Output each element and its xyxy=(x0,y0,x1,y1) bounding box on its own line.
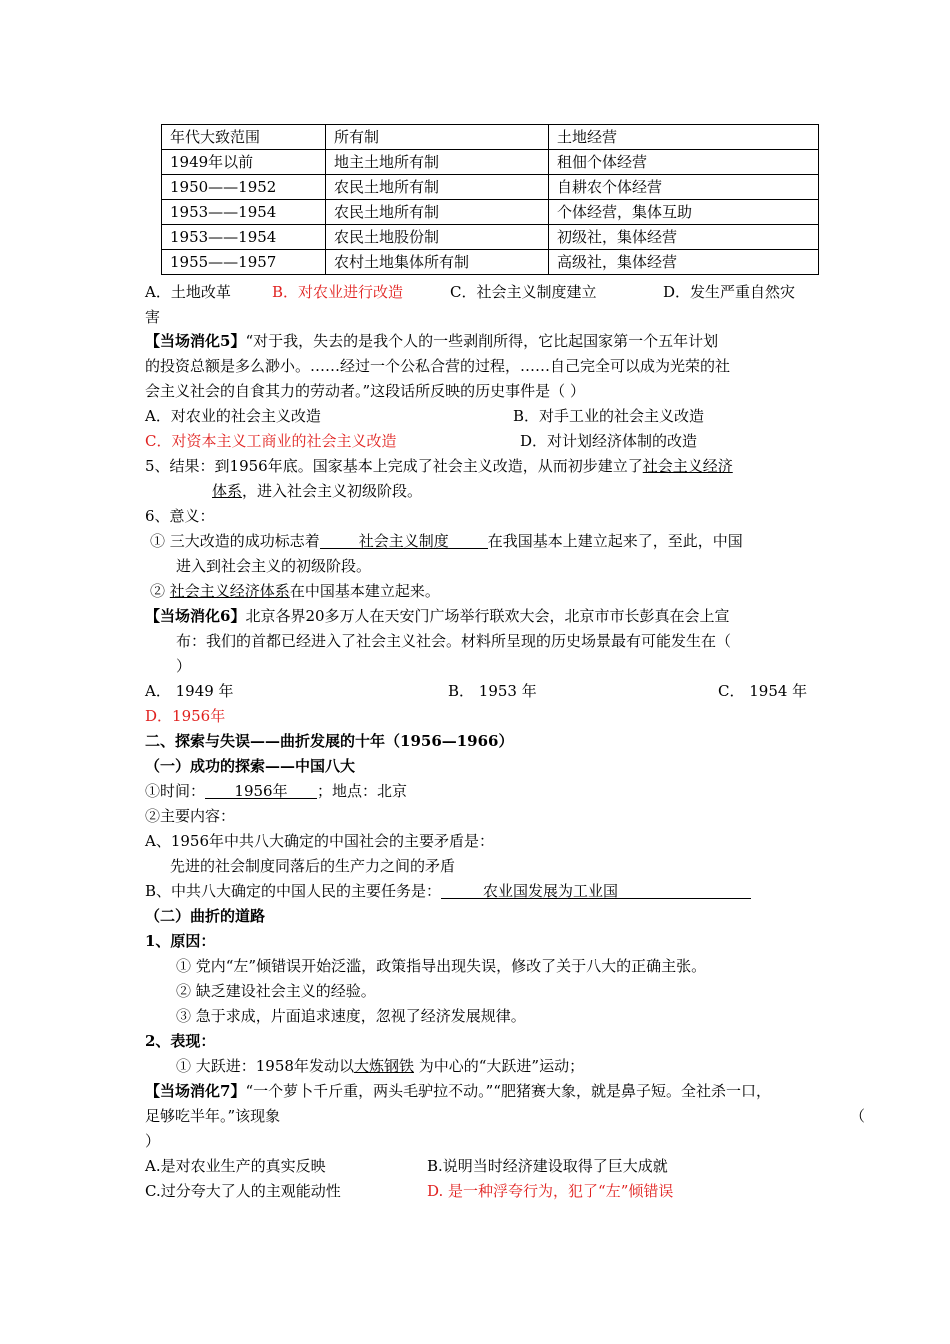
result-line xyxy=(145,455,733,477)
question-tag: 【当场消化5】 xyxy=(145,332,246,350)
table-cell: 农民土地股份制 xyxy=(326,225,549,250)
result-text: ，进入社会主义初级阶段。 xyxy=(242,482,423,500)
item-text: 为中心的“大跃进”运动； xyxy=(418,1057,585,1075)
question-tag: 【当场消化7】 xyxy=(145,1082,246,1100)
item-text: 在中国基本建立起来。 xyxy=(289,582,440,600)
table-row xyxy=(162,225,819,250)
table-cell: 1955——1957 xyxy=(162,250,326,275)
question-text: “一个萝卜千斤重，两头毛驴拉不动。”“肥猪赛大象，就是鼻子短。全社杀一口， xyxy=(245,1082,771,1100)
option-d-answer: D. 是一种浮夸行为，犯了“左”倾错误 xyxy=(427,1182,674,1200)
option-b: B.说明当时经济建设取得了巨大成就 xyxy=(427,1157,668,1175)
table-row xyxy=(162,200,819,225)
item-answer: 先进的社会制度同落后的生产力之间的矛盾 xyxy=(170,857,456,875)
fill-in-answer: 社会主义制度 xyxy=(320,530,488,549)
item-text: A、1956年中共八大确定的中国社会的主要矛盾是： xyxy=(145,832,495,850)
section-heading: 6、意义： xyxy=(145,507,215,525)
question-6 xyxy=(145,605,730,627)
list-item: ① 党内“左”倾错误开始泛滥，政策指导出现失误，修改了关于八大的正确主张。 xyxy=(176,957,707,975)
table-cell: 高级社，集体经营 xyxy=(549,250,819,275)
option-d: D．对计划经济体制的改造 xyxy=(520,432,698,450)
time-line xyxy=(145,780,407,802)
section-heading: 1、原因： xyxy=(145,932,216,950)
list-item: ② 缺乏建设社会主义的经验。 xyxy=(176,982,376,1000)
table-cell: 农民土地所有制 xyxy=(326,175,549,200)
table-cell: 年代大致范围 xyxy=(162,125,326,150)
table-cell: 农民土地所有制 xyxy=(326,200,549,225)
option-a: A.是对农业生产的真实反映 xyxy=(145,1157,326,1175)
question-text: 的投资总额是多么渺小。……经过一个公私合营的过程，……自己完全可以成为光荣的社 xyxy=(145,357,731,375)
option-a: A．土地改革 xyxy=(145,283,231,301)
option-b-answer: B．对农业进行改造 xyxy=(272,283,404,301)
option-c: C． 1954 年 xyxy=(718,682,808,700)
item-text: ；地点：北京 xyxy=(317,782,408,800)
table-cell: 个体经营，集体互助 xyxy=(549,200,819,225)
result-text: 5、结果：到1956年底。国家基本上完成了社会主义改造，从而初步建立了 xyxy=(145,457,643,475)
table-cell: 1953——1954 xyxy=(162,225,326,250)
item-text: ② xyxy=(150,582,166,600)
answer-paren-open: （ xyxy=(850,1107,866,1125)
option-c-answer: C．对资本主义工商业的社会主义改造 xyxy=(145,432,397,450)
fill-in-answer: 社会主义经济体系 xyxy=(169,582,290,600)
section-heading: 2、表现： xyxy=(145,1032,216,1050)
question-7 xyxy=(145,1080,771,1102)
item-text: ① 大跃进：1958年发动以 xyxy=(176,1057,354,1075)
table-cell: 地主土地所有制 xyxy=(326,150,549,175)
question-text: 北京各界20多万人在天安门广场举行联欢大会，北京市市长彭真在会上宣 xyxy=(245,607,730,625)
option-c: C．社会主义制度建立 xyxy=(450,283,597,301)
fill-in-text: 农业国发展为工业国 xyxy=(483,882,619,900)
subsection-title: （一）成功的探索——中国八大 xyxy=(145,757,356,775)
table-row xyxy=(162,150,819,175)
content-heading: ②主要内容： xyxy=(145,807,236,825)
option-b: B．对手工业的社会主义改造 xyxy=(513,407,705,425)
list-item xyxy=(176,1055,584,1077)
question-text: 会主义社会的自食其力的劳动者。”这段话所反映的历史事件是（ ） xyxy=(145,382,585,400)
table-cell: 初级社，集体经营 xyxy=(549,225,819,250)
result-line xyxy=(212,480,422,502)
question-text: 布：我们的首都已经进入了社会主义社会。材料所呈现的历史场景最有可能发生在（ xyxy=(176,632,732,650)
table-cell: 1953——1954 xyxy=(162,200,326,225)
option-a: A． 1949 年 xyxy=(145,682,234,700)
item-text: ①时间： xyxy=(145,782,206,800)
fill-in-answer: 体系 xyxy=(212,482,243,500)
option-c: C.过分夸大了人的主观能动性 xyxy=(145,1182,341,1200)
fill-in-answer: 1956年 xyxy=(205,780,317,799)
fill-in-answer: 大炼钢铁 xyxy=(353,1057,414,1075)
section-title: 二、探索与失误——曲折发展的十年（1956—1966） xyxy=(145,732,514,750)
item-text: ① 三大改造的成功标志着 xyxy=(150,532,320,550)
table-row xyxy=(162,175,819,200)
question-text: 足够吃半年。”该现象 xyxy=(145,1107,281,1125)
question-text: “对于我，失去的是我个人的一些剥削所得，它比起国家第一个五年计划 xyxy=(245,332,719,350)
fill-in-answer xyxy=(441,880,751,899)
question-tag: 【当场消化6】 xyxy=(145,607,246,625)
question-text: ） xyxy=(176,657,192,675)
option-b: B． 1953 年 xyxy=(448,682,537,700)
meaning-item-1 xyxy=(150,530,743,552)
table-cell: 土地经营 xyxy=(549,125,819,150)
item-text: B、中共八大确定的中国人民的主要任务是： xyxy=(145,882,442,900)
question-5 xyxy=(145,330,718,352)
table-cell: 1950——1952 xyxy=(162,175,326,200)
land-ownership-table xyxy=(161,124,819,275)
meaning-item-1-cont: 进入到社会主义的初级阶段。 xyxy=(176,557,372,575)
table-cell: 1949年以前 xyxy=(162,150,326,175)
task-line xyxy=(145,880,751,902)
answer-paren-close: ） xyxy=(145,1132,161,1150)
option-d-answer: D．1956年 xyxy=(145,707,226,725)
table-cell: 自耕农个体经营 xyxy=(549,175,819,200)
table-row xyxy=(162,250,819,275)
table-cell: 租佃个体经营 xyxy=(549,150,819,175)
subsection-title: （二）曲折的道路 xyxy=(145,907,266,925)
option-d: D．发生严重自然灾 xyxy=(663,283,796,301)
list-item: ③ 急于求成，片面追求速度，忽视了经济发展规律。 xyxy=(176,1007,526,1025)
table-header-row xyxy=(162,125,819,150)
option-d-continued: 害 xyxy=(145,308,161,326)
item-text: 在我国基本上建立起来了，至此，中国 xyxy=(487,532,743,550)
meaning-item-2 xyxy=(150,580,440,602)
table-cell: 所有制 xyxy=(326,125,549,150)
fill-in-answer: 社会主义经济 xyxy=(642,457,733,475)
table-cell: 农村土地集体所有制 xyxy=(326,250,549,275)
option-a: A．对农业的社会主义改造 xyxy=(145,407,321,425)
